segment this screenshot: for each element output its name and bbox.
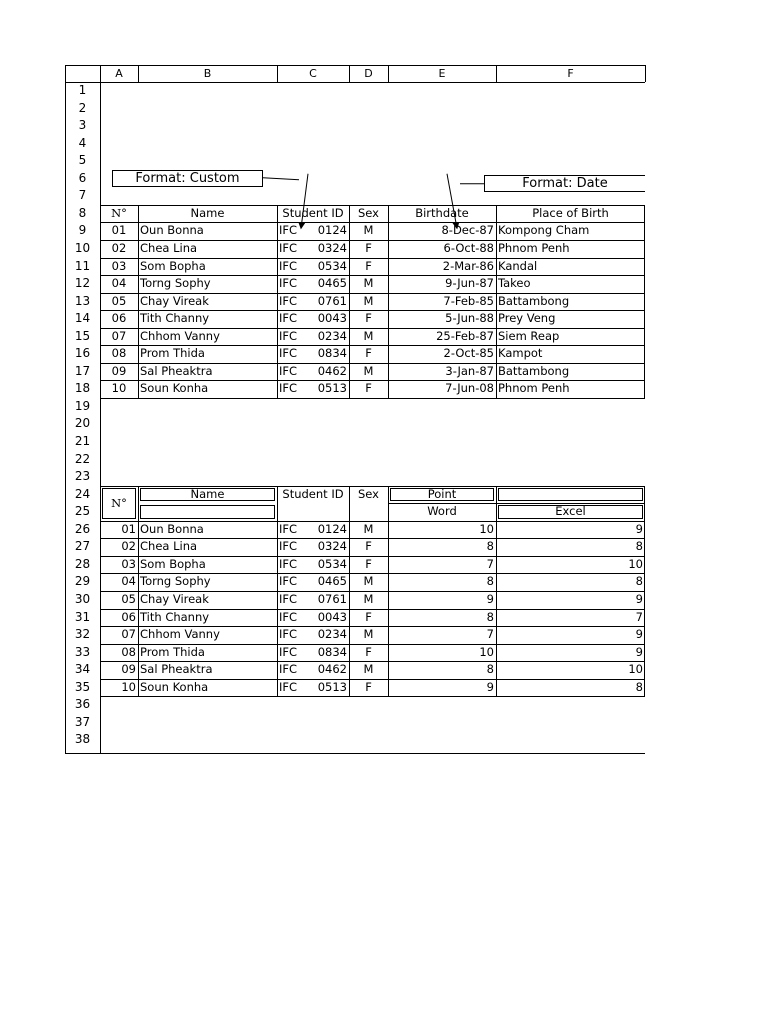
- table2-cell-id-number: 0124: [317, 522, 347, 536]
- table1-cell-id-prefix: IFC: [279, 329, 298, 343]
- table2-cell-word: 10: [479, 522, 494, 536]
- row-header[interactable]: 16: [74, 346, 91, 360]
- row-header[interactable]: 9: [78, 223, 87, 237]
- table2-header-sex: Sex: [358, 487, 379, 501]
- table2-cell-id-prefix: IFC: [279, 610, 298, 624]
- table1-cell-name: Soun Konha: [140, 381, 209, 395]
- table2-cell-no: 03: [121, 557, 136, 571]
- table1-cell-birthdate: 5-Jun-88: [445, 311, 494, 325]
- row-header[interactable]: 1: [78, 83, 87, 97]
- table1-cell-sex: F: [365, 346, 372, 360]
- table1-cell-sex: F: [365, 241, 372, 255]
- row-header[interactable]: 38: [74, 732, 91, 746]
- table2-cell-name: Sal Pheaktra: [140, 662, 213, 676]
- table2-cell-name: Torng Sophy: [140, 574, 211, 588]
- table2-cell-excel: 9: [635, 522, 643, 536]
- row-header[interactable]: 13: [74, 294, 91, 308]
- table2-cell-id-number: 0465: [317, 574, 347, 588]
- table1-cell-birthdate: 7-Feb-85: [443, 294, 494, 308]
- table2-cell-excel: 9: [635, 592, 643, 606]
- table1-cell-sex: F: [365, 259, 372, 273]
- table1-cell-birthdate: 7-Jun-08: [445, 381, 494, 395]
- table1-cell-place: Kampot: [498, 346, 543, 360]
- table2-cell-sex: F: [365, 645, 372, 659]
- table2-header-word: Word: [427, 504, 457, 518]
- table2-header-student-id: Student ID: [282, 487, 344, 501]
- table2-cell-no: 09: [121, 662, 136, 676]
- table1-cell-birthdate: 8-Dec-87: [441, 223, 494, 237]
- custom-callout-connector: [263, 178, 299, 180]
- table2-cell-id-number: 0462: [317, 662, 347, 676]
- table2-cell-name: Soun Konha: [140, 680, 209, 694]
- table2-header-name: Name: [190, 487, 225, 501]
- table2-cell-sex: M: [363, 627, 374, 641]
- table1-cell-sex: F: [365, 311, 372, 325]
- row-header[interactable]: 23: [74, 469, 91, 483]
- table2-cell-excel: 10: [628, 662, 643, 676]
- table2-cell-word: 8: [486, 539, 494, 553]
- table1-cell-place: Kandal: [498, 259, 538, 273]
- table2-cell-sex: F: [365, 557, 372, 571]
- table2-cell-id-prefix: IFC: [279, 539, 298, 553]
- table1-cell-no: 08: [111, 346, 127, 360]
- table1-cell-id-prefix: IFC: [279, 381, 298, 395]
- row-header[interactable]: 28: [74, 557, 91, 571]
- table2-header-excel: Excel: [555, 504, 586, 518]
- row-header[interactable]: 7: [78, 188, 87, 202]
- table2-cell-name: Chhom Vanny: [140, 627, 220, 641]
- row-header[interactable]: 32: [74, 627, 91, 641]
- table2-header-point: Point: [427, 487, 457, 501]
- table2-cell-excel: 9: [635, 645, 643, 659]
- table2-cell-word: 8: [486, 662, 494, 676]
- table1-header-birthdate: Birthdate: [415, 206, 469, 220]
- table2-cell-sex: M: [363, 522, 374, 536]
- table1-cell-birthdate: 2-Oct-85: [443, 346, 494, 360]
- table1-header-student-id: Student ID: [282, 206, 344, 220]
- column-header-d[interactable]: D: [364, 67, 373, 80]
- table1-cell-place: Phnom Penh: [498, 241, 570, 255]
- table1-cell-birthdate: 6-Oct-88: [443, 241, 494, 255]
- table1-header-name: Name: [190, 206, 225, 220]
- column-header-c[interactable]: C: [309, 67, 317, 80]
- table2-cell-id-prefix: IFC: [279, 557, 298, 571]
- table2-cell-no: 04: [121, 574, 136, 588]
- table2-cell-id-prefix: IFC: [279, 522, 298, 536]
- table2-cell-name: Prom Thida: [140, 645, 205, 659]
- table1-cell-id-number: 0465: [317, 276, 347, 290]
- table1-cell-birthdate: 9-Jun-87: [445, 276, 494, 290]
- table1-cell-no: 10: [111, 381, 127, 395]
- table2-cell-no: 06: [121, 610, 136, 624]
- table2-cell-id-number: 0761: [317, 592, 347, 606]
- table2-cell-word: 7: [486, 557, 494, 571]
- table2-cell-word: 9: [486, 592, 494, 606]
- table1-cell-no: 06: [111, 311, 127, 325]
- table1-cell-place: Kompong Cham: [498, 223, 590, 237]
- spreadsheet: [65, 65, 645, 754]
- table1-cell-id-prefix: IFC: [279, 294, 298, 308]
- table1-cell-id-prefix: IFC: [279, 311, 298, 325]
- table1-cell-id-number: 0324: [317, 241, 347, 255]
- table2-cell-id-number: 0513: [317, 680, 347, 694]
- table2-cell-word: 9: [486, 680, 494, 694]
- row-header[interactable]: 17: [74, 364, 91, 378]
- table2-cell-name: Chea Lina: [140, 539, 198, 553]
- table2-cell-no: 08: [121, 645, 136, 659]
- table2-cell-id-number: 0234: [317, 627, 347, 641]
- table2-cell-word: 10: [479, 645, 494, 659]
- table1-cell-id-prefix: IFC: [279, 241, 298, 255]
- table1-cell-no: 01: [111, 223, 127, 237]
- table1-header-place: Place of Birth: [532, 206, 609, 220]
- table2-cell-sex: M: [363, 592, 374, 606]
- table1-cell-no: 07: [111, 329, 127, 343]
- table1-cell-id-prefix: IFC: [279, 346, 298, 360]
- table1-cell-no: 09: [111, 364, 127, 378]
- table1-cell-place: Phnom Penh: [498, 381, 570, 395]
- column-header-a[interactable]: A: [115, 67, 123, 80]
- table2-cell-excel: 8: [635, 539, 643, 553]
- table1-cell-name: Tith Channy: [140, 311, 210, 325]
- table1-cell-name: Chea Lina: [140, 241, 198, 255]
- row-header[interactable]: 25: [74, 504, 91, 518]
- table1-cell-name: Prom Thida: [140, 346, 205, 360]
- table1-cell-name: Oun Bonna: [140, 223, 204, 237]
- table1-cell-name: Torng Sophy: [140, 276, 211, 290]
- table1-cell-place: Prey Veng: [498, 311, 556, 325]
- grid-line: [645, 65, 646, 82]
- table1-cell-place: Battambong: [498, 364, 570, 378]
- table2-cell-sex: F: [365, 680, 372, 694]
- row-header[interactable]: 36: [74, 697, 91, 711]
- table2-cell-id-prefix: IFC: [279, 680, 298, 694]
- table2-cell-excel: 7: [635, 610, 643, 624]
- row-header[interactable]: 30: [74, 592, 91, 606]
- table2-cell-word: 8: [486, 574, 494, 588]
- table2-cell-no: 05: [121, 592, 136, 606]
- table2-cell-id-prefix: IFC: [279, 574, 298, 588]
- table1-cell-id-number: 0534: [317, 259, 347, 273]
- row-header[interactable]: 11: [74, 259, 91, 273]
- row-header[interactable]: 18: [74, 381, 91, 395]
- table2-cell-id-number: 0534: [317, 557, 347, 571]
- callout-arrows: [65, 65, 645, 754]
- table1-cell-birthdate: 3-Jan-87: [445, 364, 494, 378]
- table2-cell-id-number: 0834: [317, 645, 347, 659]
- table1-cell-no: 05: [111, 294, 127, 308]
- table1-cell-name: Chay Vireak: [140, 294, 209, 308]
- table2-cell-word: 8: [486, 610, 494, 624]
- row-header[interactable]: 33: [74, 645, 91, 659]
- row-header[interactable]: 2: [78, 101, 87, 115]
- table2-header-no: N°: [111, 496, 127, 510]
- table2-cell-sex: M: [363, 574, 374, 588]
- table2-cell-no: 10: [121, 680, 136, 694]
- row-header[interactable]: 26: [74, 522, 91, 536]
- column-header-b[interactable]: B: [203, 67, 212, 80]
- table2-cell-id-prefix: IFC: [279, 662, 298, 676]
- table1-cell-name: Som Bopha: [140, 259, 206, 273]
- table1-cell-id-prefix: IFC: [279, 276, 298, 290]
- row-header[interactable]: 29: [74, 574, 91, 588]
- row-header[interactable]: 8: [78, 206, 87, 220]
- table1-cell-id-prefix: IFC: [279, 364, 298, 378]
- table1-header-sex: Sex: [358, 206, 379, 220]
- row-header[interactable]: 27: [74, 539, 91, 553]
- table1-cell-place: Takeo: [498, 276, 531, 290]
- table2-cell-sex: F: [365, 610, 372, 624]
- table2-cell-no: 02: [121, 539, 136, 553]
- table2-cell-id-prefix: IFC: [279, 645, 298, 659]
- table2-cell-excel: 9: [635, 627, 643, 641]
- table2-cell-name: Oun Bonna: [140, 522, 204, 536]
- table2-cell-sex: M: [363, 662, 374, 676]
- table1-cell-sex: M: [363, 329, 374, 343]
- table1-cell-sex: M: [363, 276, 374, 290]
- column-header-e[interactable]: E: [438, 67, 446, 80]
- row-header[interactable]: 34: [74, 662, 91, 676]
- column-header-f[interactable]: F: [567, 67, 574, 80]
- table2-cell-id-prefix: IFC: [279, 592, 298, 606]
- table1-cell-birthdate: 2-Mar-86: [442, 259, 494, 273]
- row-header[interactable]: 21: [74, 434, 91, 448]
- table1-cell-id-number: 0834: [317, 346, 347, 360]
- row-header[interactable]: 22: [74, 452, 91, 466]
- table1-cell-id-number: 0462: [317, 364, 347, 378]
- row-header[interactable]: 10: [74, 241, 91, 255]
- table1-cell-name: Sal Pheaktra: [140, 364, 213, 378]
- table2-cell-id-prefix: IFC: [279, 627, 298, 641]
- date-arrow-icon: [447, 174, 457, 229]
- row-header[interactable]: 5: [78, 153, 87, 167]
- table2-cell-no: 07: [121, 627, 136, 641]
- table1-cell-id-number: 0124: [317, 223, 347, 237]
- row-header[interactable]: 15: [74, 329, 91, 343]
- table2-cell-word: 7: [486, 627, 494, 641]
- table1-cell-no: 02: [111, 241, 127, 255]
- table1-cell-sex: M: [363, 294, 374, 308]
- format-custom-callout: Format: Custom: [112, 170, 263, 187]
- row-header[interactable]: 35: [74, 680, 91, 694]
- table2-cell-name: Som Bopha: [140, 557, 206, 571]
- row-header[interactable]: 20: [74, 416, 91, 430]
- table1-cell-id-number: 0513: [317, 381, 347, 395]
- row-header[interactable]: 24: [74, 487, 91, 501]
- table1-cell-sex: F: [365, 381, 372, 395]
- table2-cell-excel: 10: [628, 557, 643, 571]
- table1-cell-place: Siem Reap: [498, 329, 560, 343]
- table1-cell-sex: M: [363, 223, 374, 237]
- format-date-callout: Format: Date: [484, 175, 645, 192]
- row-header[interactable]: 4: [78, 136, 87, 150]
- table2-cell-excel: 8: [635, 574, 643, 588]
- table1-header-no: N°: [111, 206, 127, 220]
- table2-cell-excel: 8: [635, 680, 643, 694]
- table1-cell-birthdate: 25-Feb-87: [436, 329, 494, 343]
- table2-cell-name: Tith Channy: [140, 610, 210, 624]
- table2-cell-sex: F: [365, 539, 372, 553]
- table1-cell-sex: M: [363, 364, 374, 378]
- table1-cell-id-number: 0761: [317, 294, 347, 308]
- custom-arrow-icon: [301, 174, 308, 229]
- table1-cell-name: Chhom Vanny: [140, 329, 220, 343]
- row-header[interactable]: 31: [74, 610, 91, 624]
- row-header[interactable]: 12: [74, 276, 91, 290]
- table2-cell-no: 01: [121, 522, 136, 536]
- table1-cell-id-prefix: IFC: [279, 259, 298, 273]
- row-header[interactable]: 6: [78, 171, 87, 185]
- table1-cell-no: 04: [111, 276, 127, 290]
- row-header[interactable]: 3: [78, 118, 87, 132]
- table1-cell-place: Battambong: [498, 294, 570, 308]
- table2-cell-id-number: 0324: [317, 539, 347, 553]
- table2-cell-name: Chay Vireak: [140, 592, 209, 606]
- table2-cell-id-number: 0043: [317, 610, 347, 624]
- table1-cell-id-number: 0043: [317, 311, 347, 325]
- table1-cell-id-number: 0234: [317, 329, 347, 343]
- table1-cell-no: 03: [111, 259, 127, 273]
- row-header[interactable]: 37: [74, 715, 91, 729]
- row-header[interactable]: 19: [74, 399, 91, 413]
- row-header[interactable]: 14: [74, 311, 91, 325]
- table1-cell-id-prefix: IFC: [279, 223, 298, 237]
